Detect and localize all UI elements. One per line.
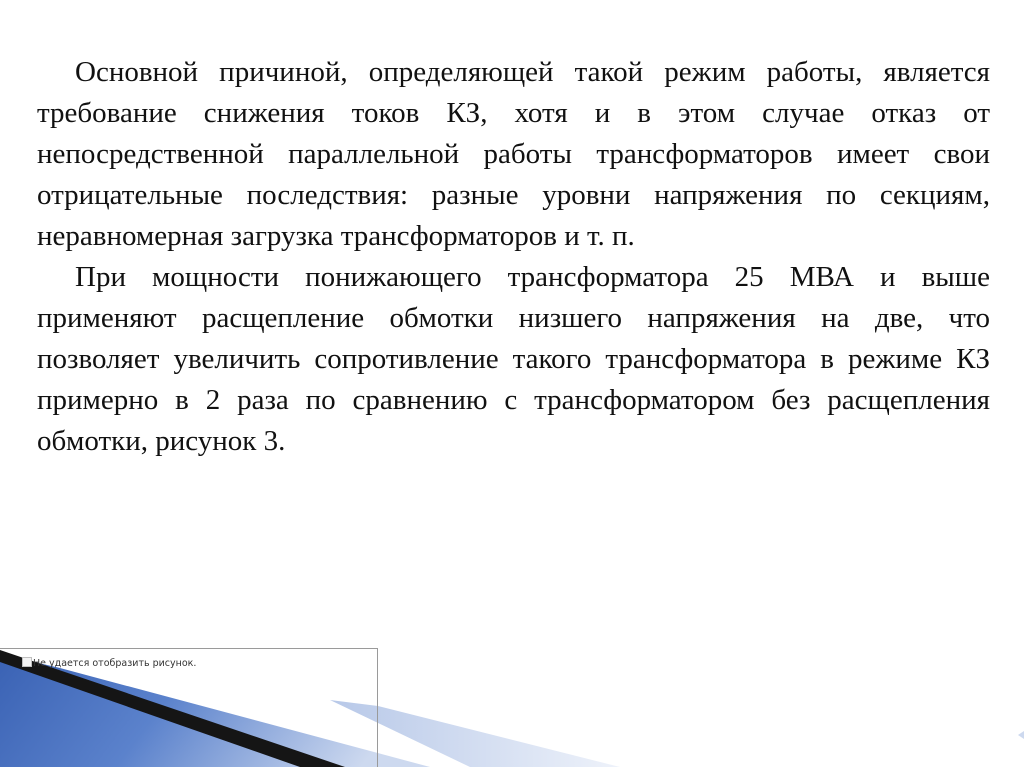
image-error-text: Не удается отобразить рисунок. (33, 658, 197, 669)
paragraph-2: При мощности понижающего трансформатора 25 МВА и выше применяют расщепление обмотки низшего напряжения на две, что позволяет увеличить сопротивление такого трансформатора в режиме КЗ примерно в 2 раза по сравнению с трансформатором без расщепления обмотки, рисунок 3. (37, 261, 990, 457)
body-text (37, 52, 990, 462)
image-placeholder (0, 648, 378, 767)
broken-image-icon (22, 657, 32, 667)
paragraph-1: Основной причиной, определяющей такой режим работы, является требование снижения токов КЗ, хотя и в этом случае отказ от непосредственной параллельной работы трансформаторов имеет свои отрицательные последствия: разные уровни напряжения по секциям, неравномерная загрузка трансформаторов и т. п. (37, 56, 990, 252)
decor-light-arrow (1018, 731, 1024, 739)
image-error-caption (22, 657, 196, 669)
